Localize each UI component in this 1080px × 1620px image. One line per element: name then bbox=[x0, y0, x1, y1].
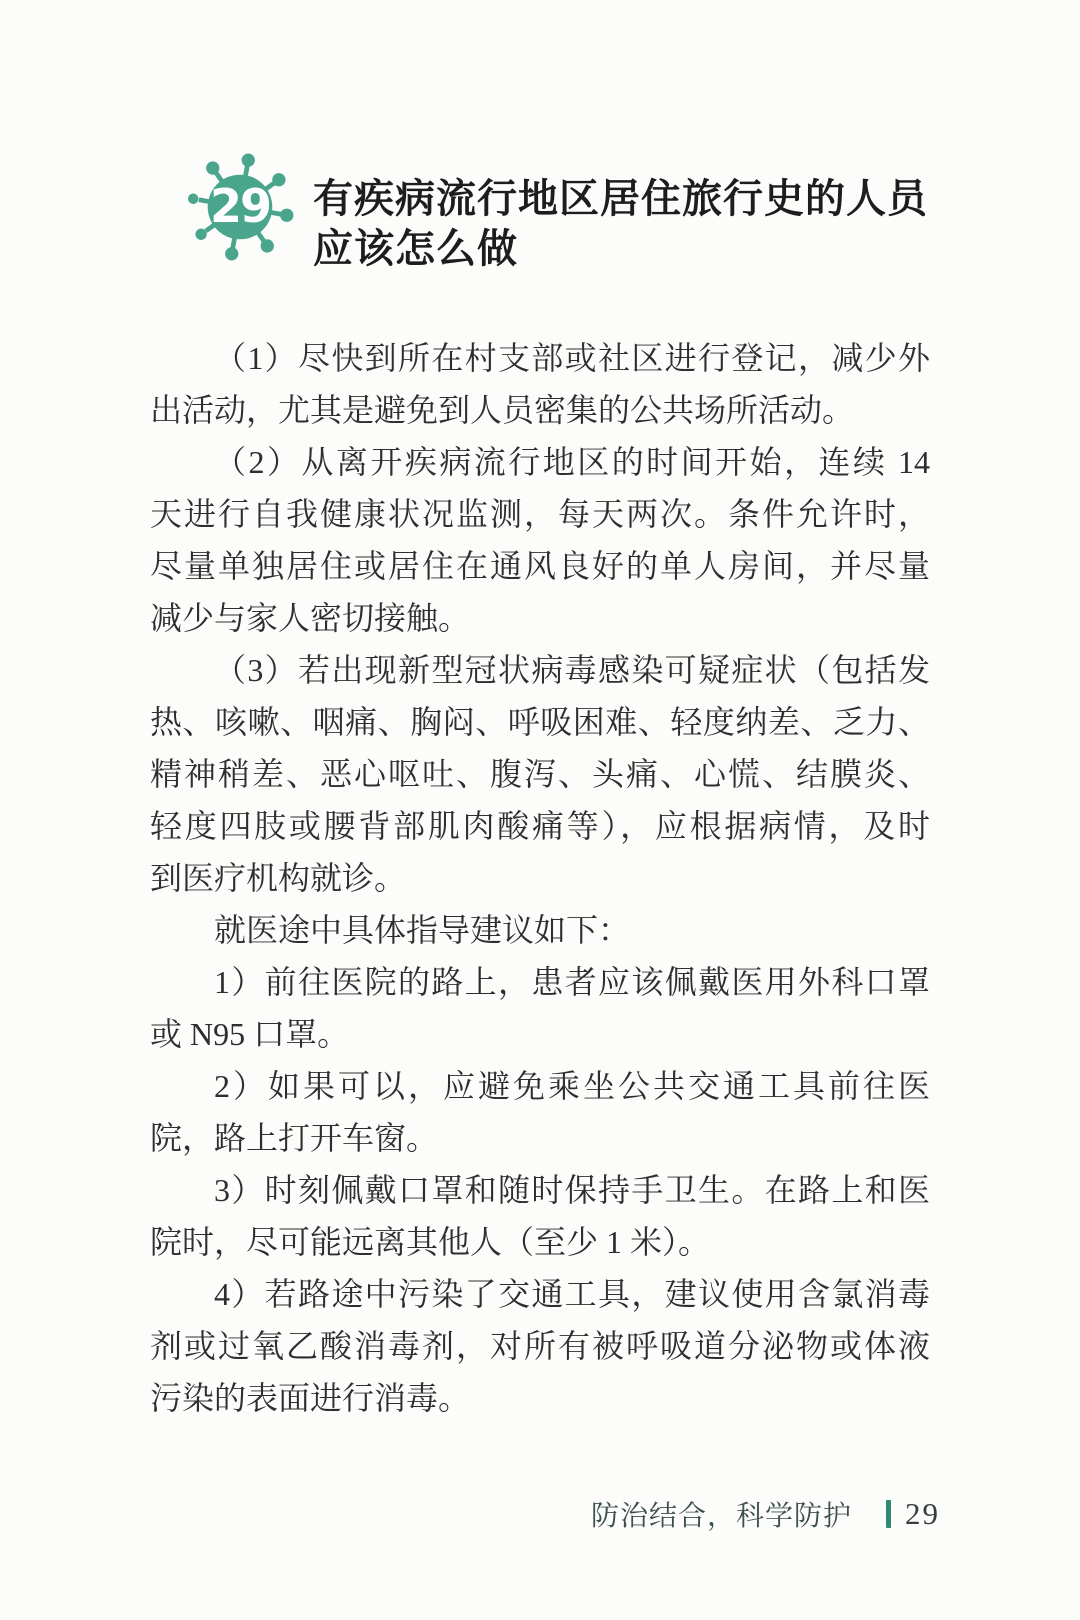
paragraph bbox=[150, 644, 930, 904]
text-line: 2）如果可以，应避免乘坐公共交通工具前往医 bbox=[214, 1068, 930, 1104]
text-line: 1）前往医院的路上，患者应该佩戴医用外科口罩 bbox=[214, 964, 930, 1000]
virus-badge-icon bbox=[183, 150, 297, 264]
paragraph bbox=[150, 956, 930, 1060]
paragraph bbox=[150, 1268, 930, 1424]
text-line: 尽量单独居住或居住在通风良好的单人房间，并尽量 bbox=[150, 548, 930, 584]
footer-slogan: 防治结合，科学防护 bbox=[590, 1500, 852, 1531]
text-line: 热、咳嗽、咽痛、胸闷、呼吸困难、轻度纳差、乏力、 bbox=[150, 704, 930, 740]
text-line: 减少与家人密切接触。 bbox=[150, 600, 471, 636]
paragraph bbox=[150, 436, 930, 644]
page-title-line-2: 应该怎么做 bbox=[313, 227, 518, 271]
section-number: 29 bbox=[209, 179, 270, 233]
text-line: 院时，尽可能远离其他人（至少 1 米）。 bbox=[150, 1224, 711, 1260]
text-line: 污染的表面进行消毒。 bbox=[150, 1380, 471, 1416]
text-line: 精神稍差、恶心呕吐、腹泻、头痛、心慌、结膜炎、 bbox=[150, 756, 930, 792]
paragraph bbox=[150, 1060, 930, 1164]
text-line: 出活动，尤其是避免到人员密集的公共场所活动。 bbox=[150, 392, 855, 428]
text-line: 3）时刻佩戴口罩和随时保持手卫生。在路上和医 bbox=[214, 1172, 930, 1208]
page-title bbox=[313, 150, 928, 274]
text-line: 就医途中具体指导建议如下： bbox=[214, 912, 631, 948]
paragraph bbox=[150, 1164, 930, 1268]
text-line: （1）尽快到所在村支部或社区进行登记，减少外 bbox=[214, 340, 930, 376]
text-line: 剂或过氧乙酸消毒剂，对所有被呼吸道分泌物或体液 bbox=[150, 1328, 930, 1364]
text-line: 轻度四肢或腰背部肌肉酸痛等），应根据病情，及时 bbox=[150, 808, 930, 844]
page-title-line-1: 有疾病流行地区居住旅行史的人员 bbox=[313, 177, 928, 221]
text-line: 或 N95 口罩。 bbox=[150, 1016, 350, 1052]
paragraph bbox=[150, 904, 930, 956]
text-line: 院，路上打开车窗。 bbox=[150, 1120, 439, 1156]
paragraph bbox=[150, 332, 930, 436]
text-line: （2）从离开疾病流行地区的时间开始，连续 14 bbox=[214, 444, 930, 480]
footer-divider-bar bbox=[886, 1500, 891, 1528]
section-header bbox=[183, 150, 940, 274]
text-line: （3）若出现新型冠状病毒感染可疑症状（包括发 bbox=[214, 652, 930, 688]
body-text bbox=[150, 332, 930, 1424]
text-line: 到医疗机构就诊。 bbox=[150, 860, 407, 896]
page-footer bbox=[591, 1494, 940, 1534]
text-line: 4）若路途中污染了交通工具，建议使用含氯消毒 bbox=[214, 1276, 930, 1312]
text-line: 天进行自我健康状况监测，每天两次。条件允许时， bbox=[150, 496, 930, 532]
page-number: 29 bbox=[905, 1496, 940, 1531]
